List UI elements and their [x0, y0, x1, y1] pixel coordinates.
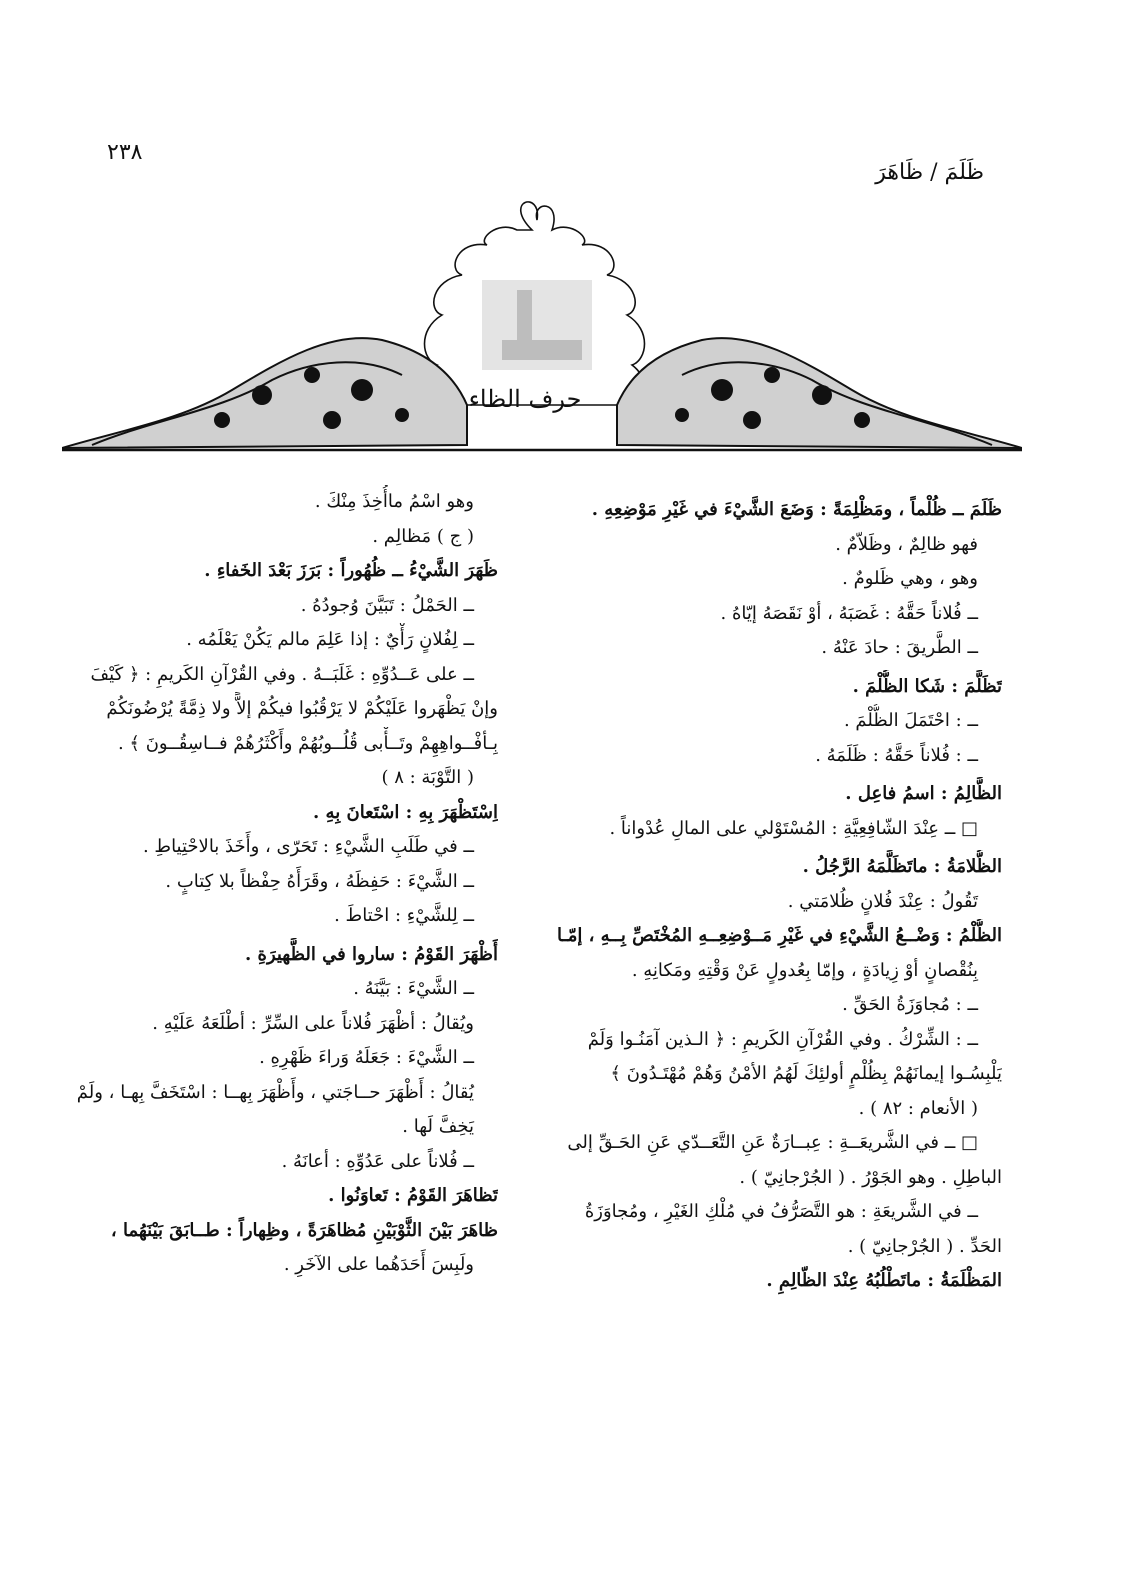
entry-line: المَظْلَمَةُ : ماتَطْلُبُهُ عِنْدَ الظّالِمِ . [766, 1270, 1002, 1291]
decorative-header-ornament [62, 190, 1022, 470]
entry-line: ــ فُلاناً على عَدُوِّهِ : أعانَهُ . [281, 1150, 474, 1172]
entry-line: ولَبِسَ أَحَدَهُما على الآخَرِ . [283, 1254, 474, 1275]
entry-line: ويُقالُ : أظْهَرَ فُلاناً على السِّرِّ : أطْلَعَهُ عَلَيْهِ . [152, 1012, 474, 1034]
entry-line: ( الأنعام : ٨٢ ) . [858, 1097, 978, 1119]
left-column [53, 485, 498, 1283]
entry-line: الظُّلْمُ : وَضْــعُ الشَّيْءِ في غَيْرِ مَــوْضِعِــهِ المُخْتَصِّ بِــهِ ، إمّـا [556, 925, 1002, 946]
entry-line: ــ الحَمْلُ : تَبَيَّنَ وُجودُهُ . [300, 594, 474, 616]
entry-line: ــ : احْتَمَلَ الظُّلْمَ . [843, 710, 978, 731]
entry-line: وإنْ يَظْهَروا عَلَيْكُمْ لا يَرْقُبُوا فيكُمْ إلاًّ ولا ذِمَّةً يُرْضُونَكُمْ [106, 698, 498, 719]
entry-line: الباطِلِ . وهو الجَوْرُ . ( الجُرْجانِيّ ) . [739, 1166, 1002, 1188]
page-number: ٢٣٨ [107, 140, 143, 165]
entry-line: الحَدِّ . ( الجُرْجانِيّ ) . [847, 1235, 1002, 1257]
entry-line: يُقالُ : أَظْهَرَ حــاجَتي ، وأَظْهَرَ بِهــا : اسْتَخَفَّ بِهـا ، ولَمْ [76, 1081, 474, 1103]
entry-line: ــ في الشَّريعَةِ : هو التَّصَرُّفُ في مُلْكِ الغَيْرِ ، ومُجاوَزَةُ [584, 1201, 978, 1222]
entry-line: ــ لِفُلانٍ رَأْيٌ : إذا عَلِمَ مالم يَكُنْ يَعْلَمُه . [186, 629, 474, 650]
entry-line: وهو اسْمُ ماأُخِذَ مِنْكَ . [314, 491, 474, 512]
entry-line: ــ : فُلاناً حَقَّهُ : ظَلَمَهُ . [815, 744, 978, 766]
running-header: ظَلَمَ / ظَاهَرَ [875, 160, 984, 185]
entry-line: ظَهَرَ الشَّيْءُ ــ ظُهُوراً : بَرَزَ بَعْدَ الخَفاءِ . [204, 560, 498, 581]
entry-line: ــ الطَّريقَ : حادَ عَنْهُ . [821, 637, 978, 658]
letter-section-title: حرف الظاء [468, 385, 582, 413]
entry-line: أَظْهَرَ القَوْمُ : ساروا في الظَّهيرَةِ . [244, 943, 498, 965]
entry-line: تَظاهَرَ القَوْمُ : تَعاوَنُوا . [328, 1185, 498, 1206]
entry-line: ــ الشَّيْءَ : جَعَلَهُ وَراءَ ظَهْرِهِ . [259, 1047, 474, 1068]
entry-line: تَقُولُ : عِنْدَ فُلانٍ ظُلامَتي . [787, 890, 978, 912]
entry-line: فهو ظالِمٌ ، وظَلاّمٌ . [835, 533, 978, 555]
entry-line: ــ الشَّيْءَ : حَفِظَهُ ، وقَرَأَهُ حِفْظاً بلا كِتابٍ . [165, 870, 474, 892]
entry-line: ظاهَرَ بَيْنَ الثَّوْبَيْنِ مُظاهَرَةً ، وظِهاراً : طــابَقَ بَيْنَهُما ، [110, 1219, 498, 1241]
entry-line: ــ لِلشَّيْءِ : احْتاطَ . [334, 905, 474, 926]
entry-line: □ ــ في الشَّريعَــةِ : عِبــارَةٌ عَنِ التَّعَــدّي عَنِ الحَـقِّ إلى [567, 1132, 978, 1153]
entry-line: ( التَّوْبَة : ٨ ) [381, 767, 474, 788]
entry-line: اِسْتَظْهَرَ بِهِ : اسْتَعانَ بِهِ . [313, 801, 498, 823]
entry-line: ــ في طَلَبِ الشَّيْءِ : تَحَرّى ، وأَخَذَ بالاحْتِياطِ . [142, 836, 474, 857]
entry-line: ( ج ) مَظالِم . [372, 525, 474, 547]
right-column [552, 493, 1002, 1299]
entry-line: يَخِفَّ لَها . [402, 1116, 474, 1137]
entry-line: الظُّلامَةُ : ماتَظَلَّمَهُ الرَّجُلُ . [802, 856, 1002, 877]
entry-line: ــ الشَّيْءَ : بَيَّنَهُ . [353, 978, 474, 999]
entry-line: ــ : مُجاوَزَةُ الحَقِّ . [842, 994, 978, 1015]
entry-line: يَلْبِسُـوا إيمانَهُمْ بِظُلْمٍ أولئِكَ لَهُمُ الأمْنُ وَهُمْ مُهْتَـدُونَ ﴾ [610, 1063, 1002, 1084]
entry-line: ــ على عَــدُوِّهِ : غَلَبَــهُ . وفي القُرْآنِ الكَريمِ : ﴿ كَيْفَ [90, 663, 474, 685]
entry-line: ــ : الشِّرْكُ . وفي القُرْآنِ الكَريمِ : ﴿ الـذين آمَنُـوا وَلَمْ [587, 1028, 978, 1050]
entry-line: ــ فُلاناً حَقَّهُ : غَصَبَهُ ، أوْ نَقَصَهُ إيّاهُ . [720, 602, 978, 624]
entry-line: الظَّالِمُ : اسمُ فاعِل . [845, 783, 1002, 804]
entry-line: تَظَلَّمَ : شَكا الظُّلْمَ . [852, 675, 1002, 697]
entry-line: ظَلَمَ ــ ظُلْماً ، ومَظْلِمَةً : وَضَعَ الشَّيْءَ في غَيْرِ مَوْضِعِهِ . [591, 499, 1002, 520]
entry-line: □ ــ عِنْدَ الشّافِعِيَّةِ : المُسْتَوْلي على المالِ عُدْواناً . [609, 817, 978, 839]
entry-line: بِـأفْــواهِهِمْ وتَــأْبى قُلُــوبُهُمْ وأَكْثَرُهُمْ فــاسِقُــونَ ﴾ . [117, 732, 498, 754]
entry-line: وهو ، وهي ظَلومٌ . [842, 568, 978, 589]
entry-line: بِنُقْصانٍ أوْ زِيادَةٍ ، وإمّا بِعُدولٍ عَنْ وَقْتِهِ ومَكانِهِ . [631, 959, 978, 981]
